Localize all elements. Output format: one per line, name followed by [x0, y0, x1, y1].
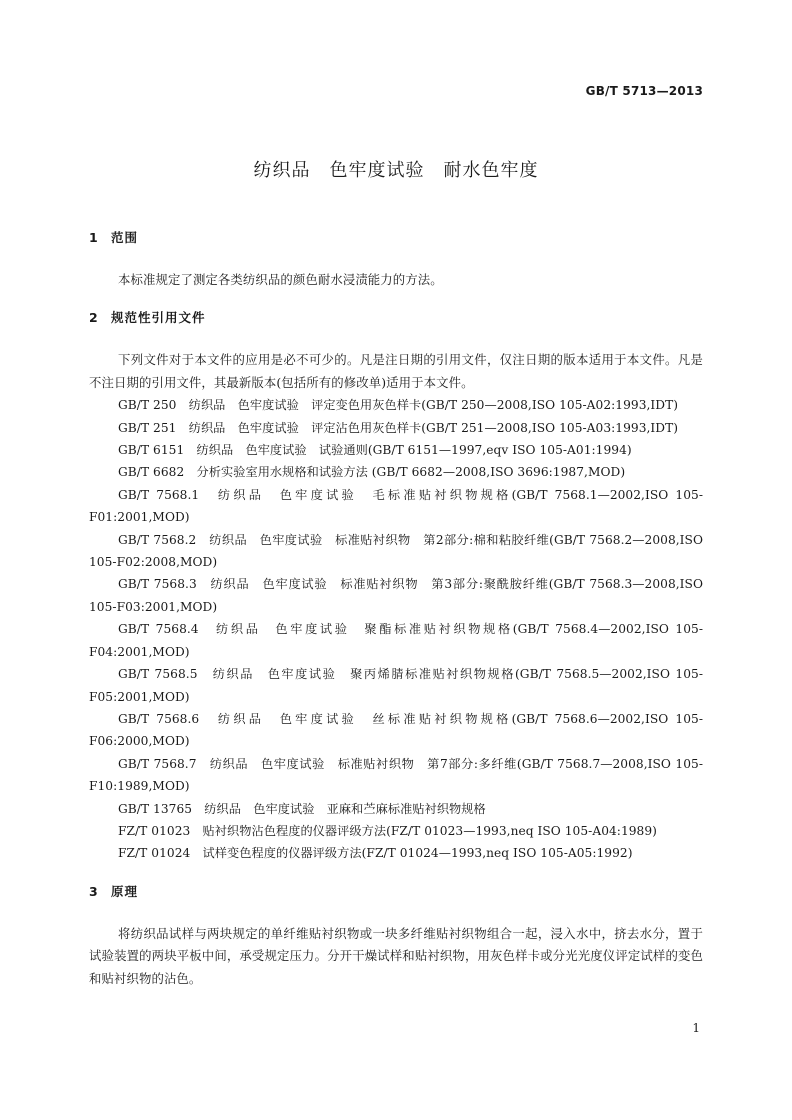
reference-item: GB/T 7568.2 纺织品 色牢度试验 标准贴衬织物 第2部分:棉和粘胶纤维(GB/T 7568.2—2008,ISO 105-F02:2008,MOD) — [89, 532, 703, 570]
scope-paragraph: 本标准规定了测定各类纺织品的颜色耐水浸渍能力的方法。 — [118, 272, 443, 287]
reference-item: GB/T 6151 纺织品 色牢度试验 试验通则(GB/T 6151—1997,eqv ISO 105-A01:1994) — [118, 443, 632, 458]
reference-item: GB/T 7568.4 纺织品 色牢度试验 聚酯标准贴衬织物规格(GB/T 7568.4—2002,ISO 105-F04:2001,MOD) — [89, 622, 703, 659]
section-heading-principle — [89, 883, 703, 901]
section-number: 1 — [89, 230, 98, 245]
reference-item: GB/T 7568.7 纺织品 色牢度试验 标准贴衬织物 第7部分:多纤维(GB/T 7568.7—2008,ISO 105-F10:1989,MOD) — [89, 756, 703, 794]
document-title: 纺织品 色牢度试验 耐水色牢度 — [253, 160, 539, 181]
references-intro: 下列文件对于本文件的应用是必不可少的。凡是注日期的引用文件，仅注日期的版本适用于本文件。凡是不注日期的引用文件，其最新版本(包括所有的修改单)适用于本文件。 — [89, 352, 703, 390]
page-number: 1 — [692, 1021, 700, 1035]
standard-code: GB/T 5713—2013 — [585, 84, 703, 98]
section-number: 2 — [89, 310, 98, 326]
reference-item: GB/T 7568.1 纺织品 色牢度试验 毛标准贴衬织物规格(GB/T 7568.1—2002,ISO 105-F01:2001,MOD) — [89, 487, 703, 525]
reference-item: GB/T 13765 纺织品 色牢度试验 亚麻和苎麻标准贴衬织物规格 — [118, 801, 486, 816]
reference-item: GB/T 251 纺织品 色牢度试验 评定沾色用灰色样卡(GB/T 251—2008,ISO 105-A03:1993,IDT) — [118, 420, 679, 435]
reference-item: GB/T 7568.6 纺织品 色牢度试验 丝标准贴衬织物规格(GB/T 7568.6—2002,ISO 105-F06:2000,MOD) — [89, 711, 703, 749]
section-number: 3 — [89, 883, 98, 899]
reference-item: FZ/T 01023 贴衬织物沾色程度的仪器评级方法(FZ/T 01023—1993,neq ISO 105-A04:1989) — [118, 823, 657, 838]
reference-item: GB/T 6682 分析实验室用水规格和试验方法 (GB/T 6682—2008,ISO 3696:1987,MOD) — [118, 465, 626, 480]
principle-paragraph: 将纺织品试样与两块规定的单纤维贴衬织物或一块多纤维贴衬织物组合一起，浸入水中，挤去水分，置于试验装置的两块平板中间，承受规定压力。分开干燥试样和贴衬织物，用灰色样卡或分光光度仪评定试样的变色和贴衬织物的沾色。 — [89, 925, 703, 986]
reference-item: GB/T 250 纺织品 色牢度试验 评定变色用灰色样卡(GB/T 250—2008,ISO 105-A02:1993,IDT) — [118, 398, 679, 413]
section-title: 范围 — [111, 230, 139, 245]
reference-item: GB/T 7568.5 纺织品 色牢度试验 聚丙烯腈标准贴衬织物规格(GB/T 7568.5—2002,ISO 105-F05:2001,MOD) — [89, 667, 703, 704]
reference-list — [89, 394, 703, 865]
section-title: 原理 — [111, 883, 139, 899]
document-body — [89, 229, 703, 990]
reference-item: FZ/T 01024 试样变色程度的仪器评级方法(FZ/T 01024—1993,neq ISO 105-A05:1992) — [118, 846, 633, 861]
section-title: 规范性引用文件 — [111, 310, 206, 326]
section-heading-normative-references — [89, 309, 703, 327]
reference-item: GB/T 7568.3 纺织品 色牢度试验 标准贴衬织物 第3部分:聚酰胺纤维(GB/T 7568.3—2008,ISO 105-F03:2001,MOD) — [89, 577, 703, 614]
section-heading-scope — [89, 229, 703, 247]
